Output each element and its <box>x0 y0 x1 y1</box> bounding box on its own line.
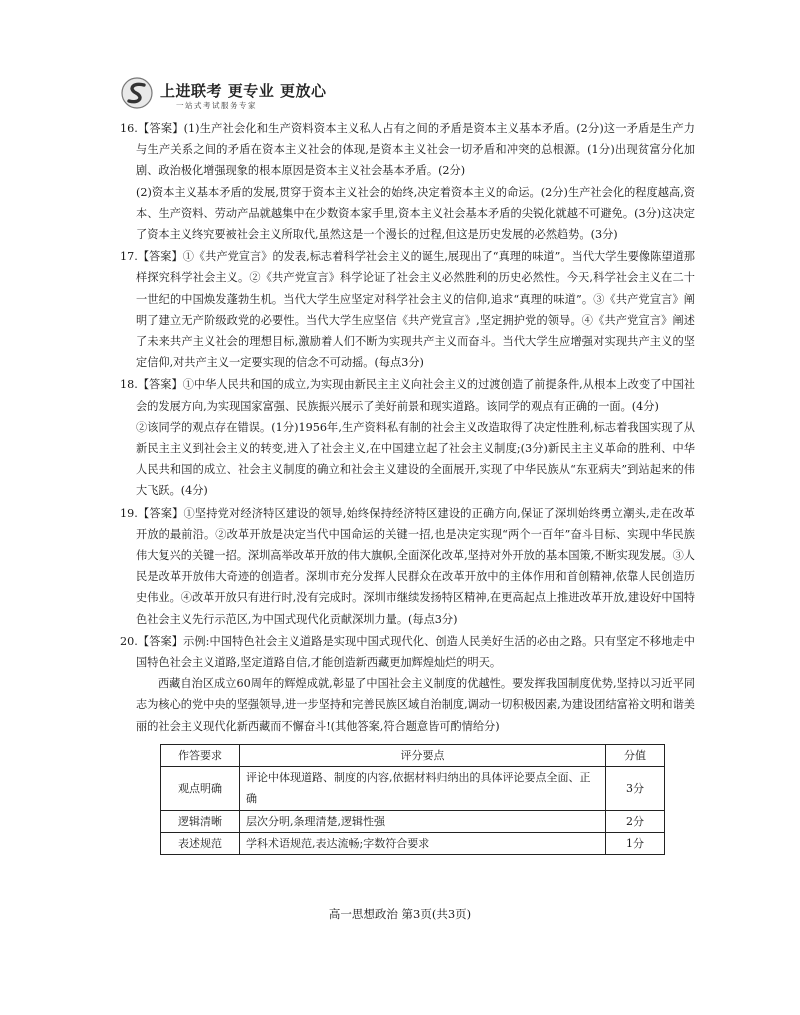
answer-paragraph: 西藏自治区成立60周年的辉煌成就,彰显了中国社会主义制度的优越性。要发挥我国制度优势,坚持以习近平同志为核心的党中央的坚强领导,进一步坚持和完善民族区域自治制度,调动一切积极因素,为建设团结富裕文明和谐美丽的社会主义现代化新西藏而不懈奋斗!(其他答案,符合题意皆可酌情给分) <box>136 677 695 733</box>
column-header: 评分要点 <box>240 744 606 766</box>
table-cell: 观点明确 <box>161 767 240 810</box>
s-swirl-logo-icon <box>120 76 154 110</box>
brand-slogan: 上进联考 更专业 更放心 <box>160 82 327 100</box>
brand-tagline: 一站式考试服务专家 <box>176 101 257 110</box>
table-row <box>161 810 665 832</box>
table-cell: 表述规范 <box>161 832 240 854</box>
table-cell: 学科术语规范,表达流畅;字数符合要求 <box>240 832 606 854</box>
table-cell: 逻辑清晰 <box>161 810 240 832</box>
answer-20 <box>120 631 695 737</box>
column-header: 分值 <box>606 744 665 766</box>
table-cell: 2分 <box>606 810 665 832</box>
answer-paragraph: 17.【答案】①《共产党宣言》的发表,标志着科学社会主义的诞生,展现出了“真理的味道”。当代大学生要像陈望道那样探究科学社会主义。②《共产党宣言》科学论证了社会主义必然胜利的历史必然性。今天,科学社会主义在二十一世纪的中国焕发蓬勃生机。当代大学生应坚定对科学社会主义的信仰,追求“真理的味道”。③《共产党宣言》阐明了建立无产阶级政党的必要性。当代大学生应坚信《共产党宣言》,坚定拥护党的领导。④《共产党宣言》阐述了未来共产主义社会的理想目标,激励着人们不断为实现共产主义而奋斗。当代大学生应增强对实现共产主义的坚定信仰,对共产主义一定要实现的信念不可动摇。(每点3分) <box>120 250 695 370</box>
table-row <box>161 832 665 854</box>
answer-paragraph: 16.【答案】(1)生产社会化和生产资料资本主义私人占有之间的矛盾是资本主义基本矛盾。(2分)这一矛盾是生产力与生产关系之间的矛盾在资本主义社会的体现,是资本主义社会一切矛盾和冲突的总根源。(1分)出现贫富分化加剧、政治极化增强现象的根本原因是资本主义社会基本矛盾。(2分) <box>120 122 695 178</box>
answer-paragraph: 18.【答案】①中华人民共和国的成立,为实现由新民主主义向社会主义的过渡创造了前提条件,从根本上改变了中国社会的发展方向,为实现国家富强、民族振兴展示了美好前景和现实道路。该同学的观点有正确的一面。(4分) <box>120 378 695 413</box>
table-row <box>161 767 665 810</box>
answer-content <box>120 118 695 855</box>
table-cell: 层次分明,条理清楚,逻辑性强 <box>240 810 606 832</box>
page-footer: 高一思想政治 第3页(共3页) <box>328 907 472 921</box>
scoring-rubric-table <box>160 744 665 855</box>
answer-17 <box>120 246 695 373</box>
answer-18 <box>120 374 695 501</box>
answer-16 <box>120 118 695 245</box>
column-header: 作答要求 <box>161 744 240 766</box>
table-header-row <box>161 744 665 766</box>
answer-paragraph: (2)资本主义基本矛盾的发展,贯穿于资本主义社会的始终,决定着资本主义的命运。(2分)生产社会化的程度越高,资本、生产资料、劳动产品就越集中在少数资本家手里,资本主义社会基本矛盾的尖锐化就越不可避免。(3分)这决定了资本主义终究要被社会主义所取代,虽然这是一个漫长的过程,但这是历史发展的必然趋势。(3分) <box>136 185 695 242</box>
page-header <box>120 74 340 116</box>
answer-19 <box>120 503 695 630</box>
answer-paragraph: ②该同学的观点存在错误。(1分)1956年,生产资料私有制的社会主义改造取得了决定性胜利,标志着我国实现了从新民主主义到社会主义的转变,进入了社会主义,在中国建立起了社会主义制度;(3分)新民主主义革命的胜利、中华人民共和国的成立、社会主义制度的确立和社会主义建设的全面展开,实现了中华民族从“东亚病夫”到站起来的伟大飞跃。(4分) <box>136 420 695 498</box>
answer-paragraph: 20.【答案】示例:中国特色社会主义道路是实现中国式现代化、创造人民美好生活的必由之路。只有坚定不移地走中国特色社会主义道路,坚定道路自信,才能创造新西藏更加辉煌灿烂的明天。 <box>120 634 695 670</box>
answer-paragraph: 19.【答案】①坚持党对经济特区建设的领导,始终保持经济特区建设的正确方向,保证了深圳始终勇立潮头,走在改革开放的最前沿。②改革开放是决定当代中国命运的关键一招,也是决定实现“两个一百年”奋斗目标、实现中华民族伟大复兴的关键一招。深圳高举改革开放的伟大旗帜,全面深化改革,坚持对外开放的基本国策,不断实现发展。③人民是改革开放伟大奇迹的创造者。深圳市充分发挥人民群众在改革开放中的主体作用和首创精神,依靠人民创造历史伟业。④改革开放只有进行时,没有完成时。深圳市继续发扬特区精神,在更高起点上推进改革开放,建设好中国特色社会主义先行示范区,为中国式现代化贡献深圳力量。(每点3分) <box>120 506 695 626</box>
table-cell: 1分 <box>606 832 665 854</box>
table-cell: 3分 <box>606 767 665 810</box>
table-cell: 评论中体现道路、制度的内容,依据材料归纳出的具体评论要点全面、正确 <box>240 767 606 810</box>
